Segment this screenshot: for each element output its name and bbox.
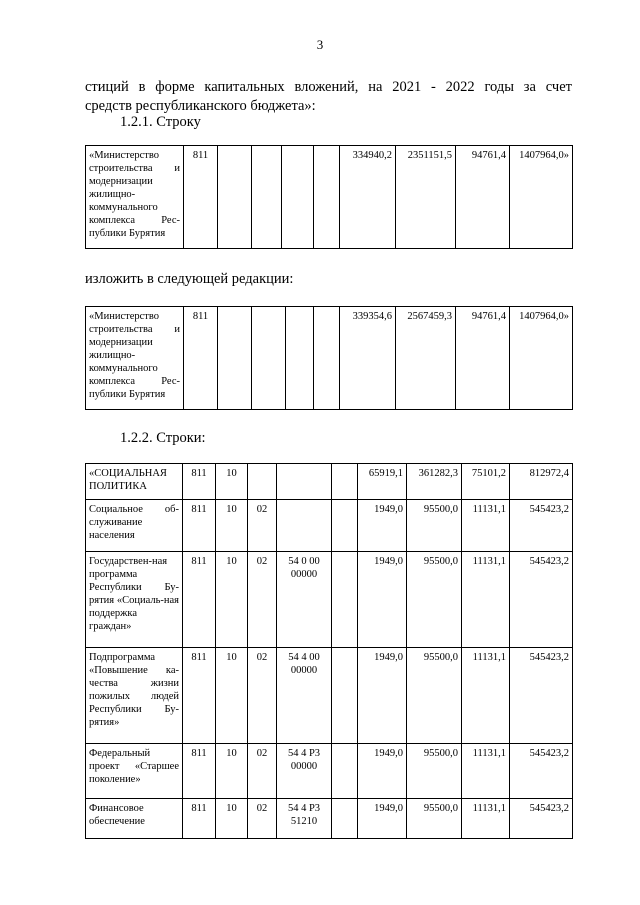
cell-value-1: 334940,2 — [340, 146, 396, 249]
cell-value-4: 545423,2 — [510, 552, 573, 648]
cell-value-2: 95500,0 — [407, 799, 462, 839]
section-heading-1-2-1: 1.2.1. Строку — [120, 114, 201, 130]
cell-value-1: 339354,6 — [340, 307, 396, 410]
budget-table-original — [85, 145, 573, 249]
cell-section: 10 — [216, 552, 248, 648]
cell-value-4: 545423,2 — [510, 648, 573, 744]
cell-expense-type — [332, 552, 358, 648]
cell-ministry-code: 811 — [183, 744, 216, 799]
cell-subsection — [252, 307, 286, 410]
cell-value-2: 95500,0 — [407, 552, 462, 648]
cell-value-2: 95500,0 — [407, 744, 462, 799]
table-row — [86, 552, 573, 648]
cell-value-1: 1949,0 — [358, 552, 407, 648]
cell-subsection: 02 — [248, 648, 277, 744]
cell-subsection: 02 — [248, 799, 277, 839]
cell-subsection: 02 — [248, 500, 277, 552]
cell-target-article — [277, 464, 332, 500]
cell-value-3: 11131,1 — [462, 799, 510, 839]
cell-ministry-code: 811 — [184, 307, 218, 410]
cell-target-article — [286, 307, 314, 410]
cell-value-3: 11131,1 — [462, 744, 510, 799]
intro-line-2: средств республиканского бюджета»: — [85, 98, 316, 114]
cell-value-1: 1949,0 — [358, 500, 407, 552]
cell-expense-type — [332, 500, 358, 552]
cell-section: 10 — [216, 500, 248, 552]
cell-value-4: 1407964,0» — [510, 307, 573, 410]
row-name: Финансовое обеспечение — [86, 799, 183, 839]
intro-line-1: стиций в форме капитальных вложений, на 2021 - 2022 годы за счет — [85, 79, 572, 95]
cell-target-article: 54 4 P3 00000 — [277, 744, 332, 799]
table-row — [86, 744, 573, 799]
cell-ministry-code: 811 — [183, 500, 216, 552]
row-name: Государствен-ная программа Республики Бу-рятия «Социаль-ная поддержка граждан» — [86, 552, 183, 648]
cell-expense-type — [314, 307, 340, 410]
cell-ministry-code: 811 — [183, 464, 216, 500]
cell-value-4: 545423,2 — [510, 744, 573, 799]
row-name: Федеральный проект «Старшее поколение» — [86, 744, 183, 799]
table-row — [86, 648, 573, 744]
cell-ministry-code: 811 — [183, 648, 216, 744]
cell-value-1: 1949,0 — [358, 799, 407, 839]
row-name: «Министерство строительства и модернизации жилищно-коммунального комплекса Рес-публики Бурятия — [86, 307, 184, 410]
cell-ministry-code: 811 — [184, 146, 218, 249]
cell-value-4: 545423,2 — [510, 500, 573, 552]
budget-table-revised — [85, 306, 573, 410]
table-row — [86, 146, 573, 249]
cell-value-1: 65919,1 — [358, 464, 407, 500]
table-row — [86, 799, 573, 839]
table-row — [86, 464, 573, 500]
cell-value-2: 2351151,5 — [396, 146, 456, 249]
cell-value-2: 95500,0 — [407, 500, 462, 552]
cell-value-3: 94761,4 — [456, 146, 510, 249]
cell-ministry-code: 811 — [183, 552, 216, 648]
cell-value-2: 95500,0 — [407, 648, 462, 744]
cell-expense-type — [332, 799, 358, 839]
cell-section: 10 — [216, 799, 248, 839]
cell-subsection — [252, 146, 282, 249]
cell-value-3: 11131,1 — [462, 552, 510, 648]
row-name: «СОЦИАЛЬНАЯ ПОЛИТИКА — [86, 464, 183, 500]
cell-target-article — [277, 500, 332, 552]
budget-table-rows — [85, 463, 573, 839]
cell-value-4: 1407964,0» — [510, 146, 573, 249]
row-name: «Министерство строительства и модернизации жилищно-коммунального комплекса Рес-публики Бурятия — [86, 146, 184, 249]
section-heading-1-2-2: 1.2.2. Строки: — [120, 430, 206, 446]
cell-section: 10 — [216, 744, 248, 799]
cell-section: 10 — [216, 648, 248, 744]
cell-ministry-code: 811 — [183, 799, 216, 839]
cell-value-3: 11131,1 — [462, 648, 510, 744]
cell-section — [218, 146, 252, 249]
cell-expense-type — [332, 744, 358, 799]
cell-section — [218, 307, 252, 410]
row-name: Подпрограмма «Повышение ка-чества жизни пожилых людей Республики Бу-рятия» — [86, 648, 183, 744]
page-number: 3 — [316, 37, 324, 52]
middle-text: изложить в следующей редакции: — [85, 271, 294, 287]
cell-value-3: 11131,1 — [462, 500, 510, 552]
cell-value-4: 812972,4 — [510, 464, 573, 500]
cell-value-3: 75101,2 — [462, 464, 510, 500]
cell-target-article: 54 4 00 00000 — [277, 648, 332, 744]
table-row — [86, 307, 573, 410]
cell-value-4: 545423,2 — [510, 799, 573, 839]
cell-subsection — [248, 464, 277, 500]
cell-expense-type — [314, 146, 340, 249]
cell-value-1: 1949,0 — [358, 744, 407, 799]
cell-expense-type — [332, 464, 358, 500]
cell-target-article: 54 4 P3 51210 — [277, 799, 332, 839]
cell-value-2: 2567459,3 — [396, 307, 456, 410]
cell-target-article: 54 0 00 00000 — [277, 552, 332, 648]
cell-value-2: 361282,3 — [407, 464, 462, 500]
cell-value-3: 94761,4 — [456, 307, 510, 410]
cell-target-article — [282, 146, 314, 249]
row-name: Социальное об-служивание населения — [86, 500, 183, 552]
cell-subsection: 02 — [248, 744, 277, 799]
cell-subsection: 02 — [248, 552, 277, 648]
cell-expense-type — [332, 648, 358, 744]
cell-section: 10 — [216, 464, 248, 500]
table-row — [86, 500, 573, 552]
cell-value-1: 1949,0 — [358, 648, 407, 744]
